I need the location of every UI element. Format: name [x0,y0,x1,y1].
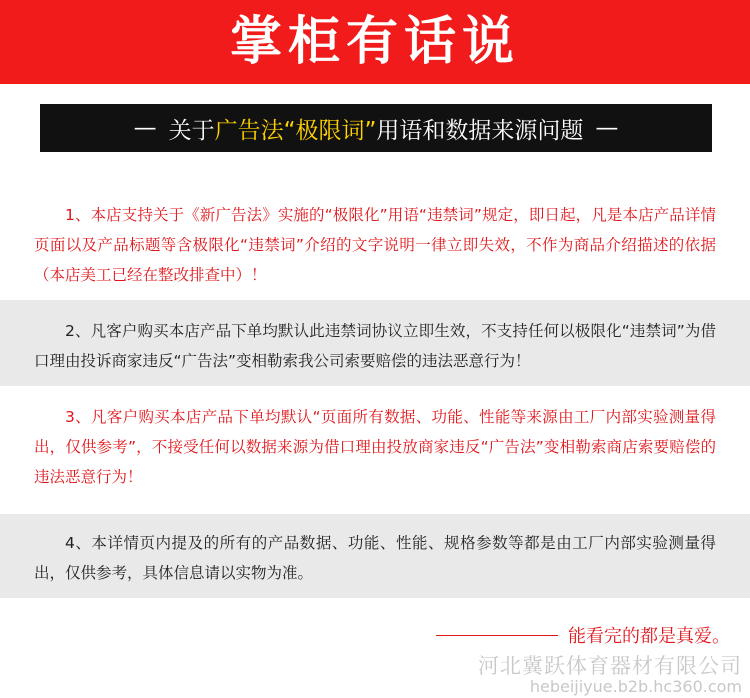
subtitle-suffix: 用语和数据来源问题 [376,117,584,144]
watermark-url: hebeijiyue.b2b.hc360.com [529,677,742,696]
subtitle-highlight: 广告法“极限词” [214,117,377,144]
subtitle-prefix: 关于 [168,117,215,144]
watermark-company: 河北冀跃体育器材有限公司 [478,654,742,678]
notice-text-3: 3、凡客户购买本店产品下单均默认“页面所有数据、功能、性能等来源由工厂内部实验测量得出，仅供参考”，不接受任何以数据来源为借口理由投放商家违反“广告法”变相勒索商店索要赔偿的违法恶意行为！ [34,408,716,486]
subtitle-dash-left: — [133,115,157,141]
notice-section-3 [0,402,750,502]
header-title: 掌柜有话说 [229,12,520,72]
notice-section-4 [0,514,750,598]
subtitle-bar [40,104,712,152]
notice-text-4: 4、本详情页内提及的所有的产品数据、功能、性能、规格参数等都是由工厂内部实验测量得出，仅供参考，具体信息请以实物为准。 [34,534,716,582]
notice-section-2 [0,300,750,386]
subtitle-dash-right: — [595,115,619,141]
closing-text: 能看完的都是真爱。 [568,626,730,647]
notice-text-2: 2、凡客户购买本店产品下单均默认此违禁词协议立即生效，不支持任何以极限化“违禁词”为借口理由投诉商家违反“广告法”变相勒索我公司索要赔偿的违法恶意行为！ [34,322,716,370]
notice-text-1: 1、本店支持关于《新广告法》实施的“极限化”用语“违禁词”规定，即日起，凡是本店产品详情页面以及产品标题等含极限化“违禁词”介绍的文字说明一律立即失效，不作为商品介绍描述的依据（本店美工已经在整改排查中）！ [34,206,716,284]
closing-line [436,635,558,636]
notice-section-1 [0,200,750,300]
header-banner [0,0,750,84]
closing-note [436,622,730,648]
